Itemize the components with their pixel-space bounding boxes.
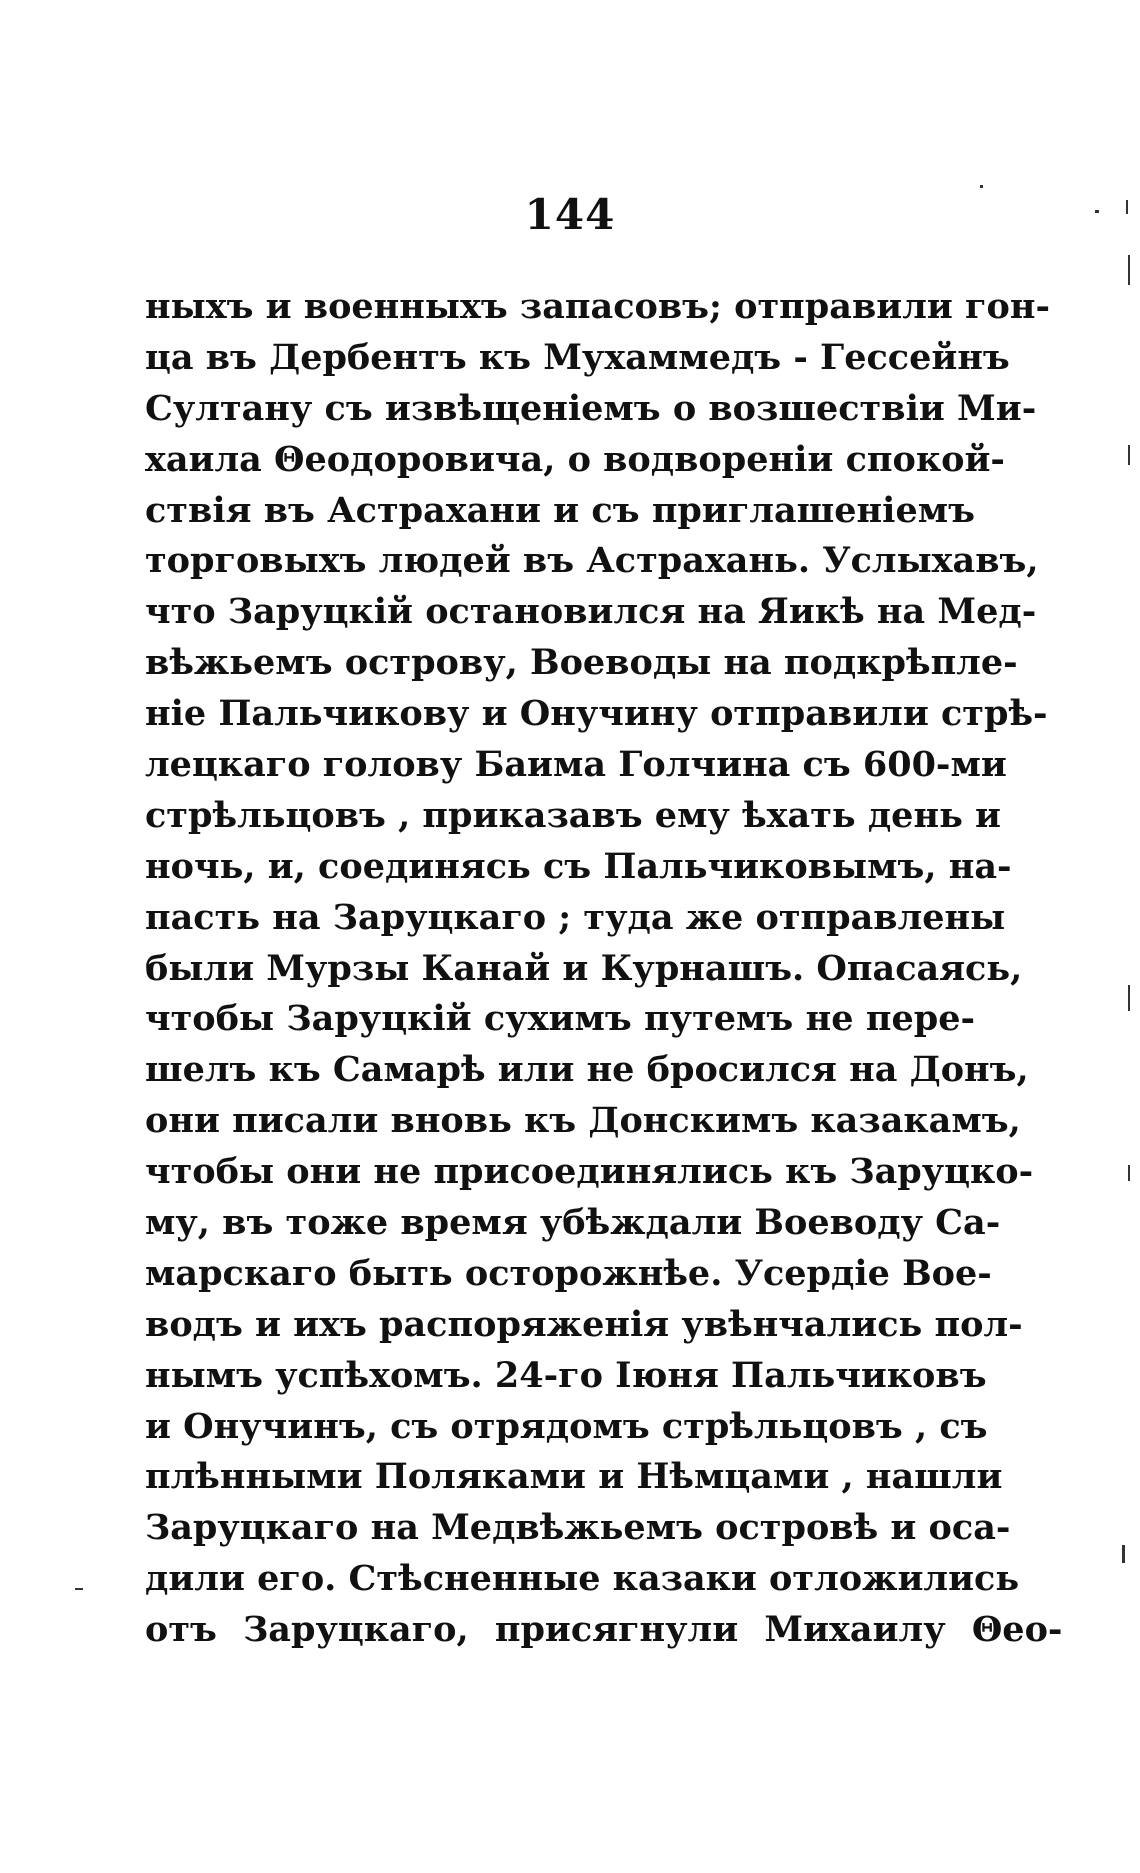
text-line: что Заруцкій остановился на Яикѣ на Мед- — [145, 591, 1037, 633]
text-line: торговыхъ людей въ Астрахань. Услыхавъ, — [145, 540, 1039, 582]
text-line: и Онучинъ, съ отрядомъ стрѣльцовъ , съ — [145, 1405, 988, 1447]
scan-mark — [980, 185, 983, 188]
scan-mark — [1128, 985, 1130, 1011]
scan-mark — [1128, 445, 1130, 465]
text-line: стрѣльцовъ , приказавъ ему ѣхать день и — [145, 794, 1001, 836]
text-line: ночь, и, соединясь съ Пальчиковымъ, на- — [145, 845, 1012, 887]
text-line: отъ Заруцкаго, присягнули Михаилу Θео- — [145, 1609, 1063, 1651]
text-line: они писали вновь къ Донскимъ казакамъ, — [145, 1100, 1021, 1142]
body-text — [145, 282, 1063, 1656]
text-line: Заруцкаго на Медвѣжьемъ островѣ и оса- — [145, 1507, 1011, 1549]
text-line: нымъ успѣхомъ. 24-го Іюня Пальчиковъ — [145, 1354, 987, 1396]
text-line: чтобы они не присоединялись къ Заруцко- — [145, 1151, 1034, 1193]
scan-mark — [1128, 255, 1130, 285]
text-line: дили его. Стѣсненные казаки отложились — [145, 1558, 1020, 1600]
text-line: пасть на Заруцкаго ; туда же отправлены — [145, 896, 1006, 938]
text-line: были Мурзы Канай и Курнашъ. Опасаясь, — [145, 947, 1023, 989]
text-line: ныхъ и военныхъ запасовъ; отправили гон- — [145, 286, 1050, 327]
text-line: водъ и ихъ распоряженія увѣнчались пол- — [145, 1303, 1023, 1345]
text-line: вѣжьемъ острову, Воеводы на подкрѣпле- — [145, 642, 1018, 684]
scan-mark — [1095, 210, 1099, 213]
text-line: ніе Пальчикову и Онучину отправили стрѣ- — [145, 693, 1048, 735]
text-line: чтобы Заруцкій сухимъ путемъ не пере- — [145, 998, 975, 1040]
text-line: му, въ тоже время убѣждали Воеводу Са- — [145, 1202, 1001, 1244]
scan-mark — [1128, 1165, 1130, 1181]
text-line: хаила Θеодоровича, о водвореніи спокой- — [145, 438, 1005, 480]
text-line: шелъ къ Самарѣ или не бросился на Донъ, — [145, 1049, 1029, 1091]
page-number: 144 — [524, 190, 616, 239]
scan-mark — [75, 1588, 83, 1590]
text-line: плѣнными Поляками и Нѣмцами , нашли — [145, 1456, 1003, 1498]
scan-mark — [1126, 200, 1128, 214]
scan-mark — [1122, 1545, 1125, 1563]
text-line: ца въ Дербентъ къ Мухаммедъ - Гессейнъ — [145, 336, 1010, 378]
text-line: марскаго быть осторожнѣе. Усердіе Вое- — [145, 1252, 992, 1294]
text-line: Султану съ извѣщеніемъ о возшествіи Ми- — [145, 387, 1037, 429]
text-line: лецкаго голову Баима Голчина съ 600-ми — [145, 744, 1007, 786]
text-line: ствія въ Астрахани и съ приглашеніемъ — [145, 489, 975, 531]
